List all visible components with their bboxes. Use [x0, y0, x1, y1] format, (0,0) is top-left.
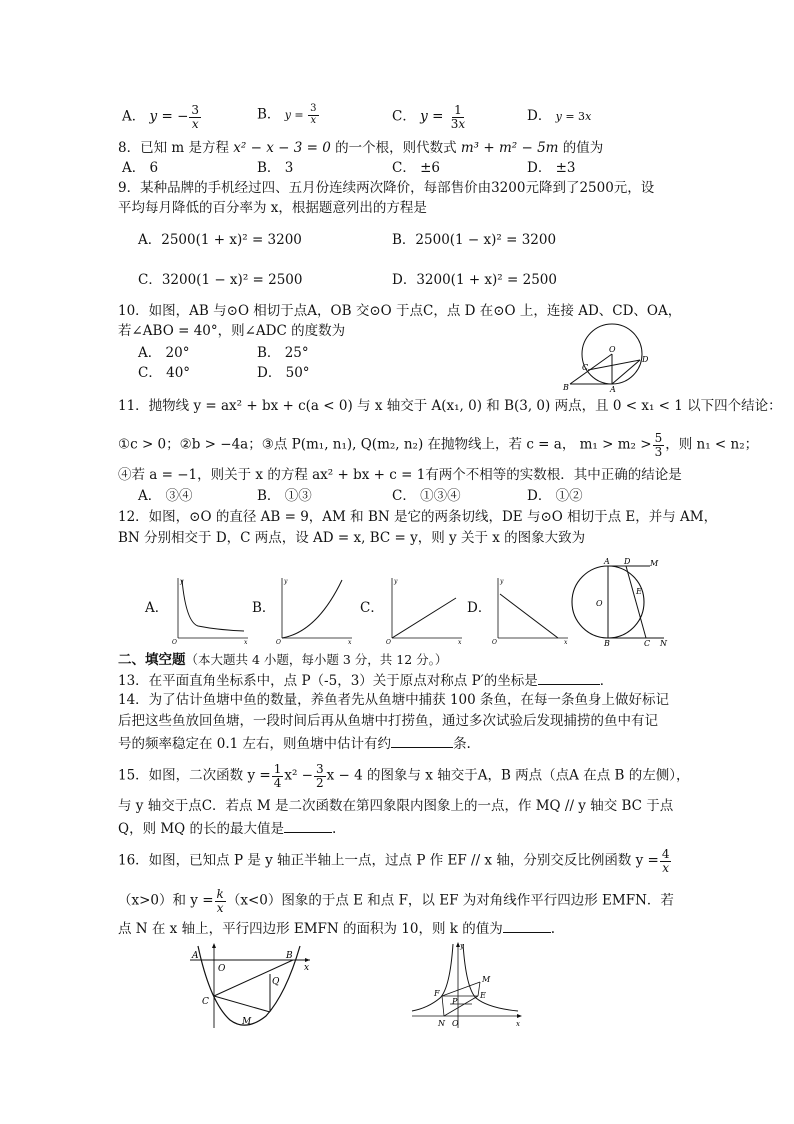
q14-line2: 后把这些鱼放回鱼塘，一段时间后再从鱼塘中打捞鱼，通过多次试验后发现捕捞的鱼中有记 — [118, 713, 658, 729]
q11-option-b: B． ①③ — [257, 488, 312, 504]
q16fig-o: O — [452, 1019, 459, 1028]
q15fig-b: B — [286, 951, 293, 961]
q10-label-c: C — [582, 363, 589, 372]
q16fig-p: P — [452, 997, 458, 1006]
q12b-x: x — [348, 639, 352, 644]
q10-circle-figure — [560, 318, 660, 394]
q12fig-m: M — [650, 559, 659, 568]
q16-line2: （x>0）和 y = $\frac{k}{x}$ （x<0）图象的于点 E 和点 F，以 EF 为对角线作平行四边形 EMFN．若 — [118, 887, 674, 915]
q15fig-m: M — [242, 1017, 252, 1027]
q10-option-b: B． 25° — [257, 345, 309, 361]
q15fig-c: C — [202, 997, 209, 1007]
q12fig-o: O — [596, 599, 603, 608]
q12fig-c: C — [644, 639, 651, 646]
q14-line1: 14．为了估计鱼塘中鱼的数量，养鱼者先从鱼塘中捕获 100 条鱼，在每一条鱼身上做好标记 — [118, 692, 670, 708]
q9-option-a: A．2500(1 + x)² = 3200 — [138, 232, 302, 248]
q15-line2: 与 y 轴交于点C．若点 M 是二次函数在第四象限内图象上的一点，作 MQ // y 轴交 BC 于点 — [118, 798, 674, 814]
q12c-x: x — [458, 639, 462, 644]
q10-line1: 10．如图，AB 与⊙O 相切于点A，OB 交⊙O 于点C，点 D 在⊙O 上，连接 AD、CD、OA， — [118, 303, 682, 319]
q12fig-e: E — [636, 587, 642, 596]
q16-line3: 点 N 在 x 轴上，平行四边形 EMFN 的面积为 10，则 k 的值为 . — [118, 921, 556, 937]
q12a-y: y — [180, 578, 184, 585]
q11-line2: ①c > 0；②b > −4a；③点 P(m₁, n₁), Q(m₂, n₂) 在抛物线上，若 c = a， m₁ > m₂ > $\frac{5}{3}$ ，则 n₁ < n₂； — [118, 431, 759, 459]
q8-option-a: A． 6 — [122, 160, 159, 176]
q11-option-c: C． ①③④ — [392, 488, 461, 504]
q11-option-a: A． ③④ — [138, 488, 193, 504]
q12a-o: O — [172, 639, 177, 644]
q12-line1: 12．如图，⊙O 的直径 AB = 9，AM 和 BN 是它的两条切线，DE 与⊙O 相切于点 E，并与 AM， — [118, 509, 718, 525]
q12d-x: x — [564, 639, 568, 644]
q12-option-d-label: D． — [467, 600, 492, 616]
q16-reciprocal-figure — [408, 938, 526, 1030]
q15-parabola-figure — [188, 940, 312, 1030]
q9-line1: 9．某种品牌的手机经过四、五月份连续两次降价，每部售价由3200元降到了2500元，设 — [118, 180, 655, 196]
q12c-o: O — [386, 639, 391, 644]
q15fig-x: x — [304, 963, 310, 973]
q10-option-d: D． 50° — [257, 365, 310, 381]
q11-line3: ④若 a = −1，则关于 x 的方程 ax² + bx + c = 1有两个不相等的实数根．其中正确的结论是 — [118, 467, 682, 483]
q12fig-a: A — [604, 557, 610, 566]
q12-option-b-label: B． — [252, 600, 276, 616]
q12-graph-a — [168, 574, 250, 644]
q10-option-c: C． 40° — [138, 365, 191, 381]
q12c-y: y — [394, 578, 398, 585]
q16fig-f: F — [434, 989, 440, 998]
q7-option-c: C． y = $\frac{1}{3x}$ — [392, 103, 466, 131]
q9-line2: 平均每月降低的百分率为 x，根据题意列出的方程是 — [118, 200, 427, 216]
q12fig-b: B — [604, 639, 610, 646]
q12-graph-d — [488, 574, 570, 644]
section2-heading: 二、填空题（本大题共 4 小题，每小题 3 分，共 12 分。） — [118, 652, 448, 668]
q12-option-c-label: C． — [360, 600, 384, 616]
q7-option-a: A． y = − $\frac{3}{x}$ — [122, 103, 200, 131]
q10-line2: 若∠ABO = 40°，则∠ADC 的度数为 — [118, 323, 346, 339]
q16fig-y: y — [460, 942, 464, 950]
q16fig-m: M — [482, 975, 491, 984]
q12-graph-c — [382, 574, 464, 644]
q11-line1: 11．抛物线 y = ax² + bx + c(a < 0) 与 x 轴交于 A(x₁, 0) 和 B(3, 0) 两点，且 0 < x₁ < 1 以下四个结论： — [118, 398, 782, 414]
q12fig-n: N — [660, 639, 667, 646]
q14-line3: 号的频率稳定在 0.1 左右，则鱼塘中估计有约 条. — [118, 736, 471, 752]
q15fig-q: Q — [272, 977, 280, 987]
q12-circle-figure — [566, 556, 678, 646]
q15fig-o: O — [218, 964, 226, 974]
q15fig-a: A — [192, 951, 199, 961]
q12-option-a-label: A． — [145, 600, 169, 616]
q11-option-d: D． ①② — [527, 488, 583, 504]
q10-label-b: B — [563, 383, 569, 392]
q12d-o: O — [492, 639, 497, 644]
q13: 13．在平面直角坐标系中，点 P（-5，3）关于原点对称点 P′的坐标是 ． — [118, 673, 614, 689]
q10-label-d: D — [642, 355, 649, 364]
q8-option-d: D． ±3 — [527, 160, 576, 176]
q7-option-d: D． y = 3x — [527, 108, 592, 124]
q12d-y: y — [500, 578, 504, 585]
q10-label-a: A — [610, 385, 616, 394]
q9-option-c: C．3200(1 − x)² = 2500 — [138, 272, 303, 288]
q16fig-e: E — [480, 991, 486, 1000]
q12a-x: x — [244, 639, 248, 644]
q12-line2: BN 分别相交于 D，C 两点，设 AD = x, BC = y，则 y 关于 x 的图象大致为 — [118, 530, 586, 546]
q12fig-d: D — [624, 557, 631, 566]
q8-stem: 8．已知 m 是方程 x² − x − 3 = 0 的一个根，则代数式 m³ + m² − 5m 的值为 — [118, 140, 604, 156]
q10-label-o: O — [609, 345, 616, 354]
q15-line3: Q，则 MQ 的长的最大值是 . — [118, 821, 337, 837]
q12-graph-b — [272, 574, 354, 644]
q15-line1: 15．如图，二次函数 y = $\frac{1}{4}$ x² − $\frac{3}{2}$ x − 4 的图象与 x 轴交于A，B 两点（点A 在点 B 的左侧）， — [118, 762, 690, 790]
q9-option-b: B．2500(1 − x)² = 3200 — [392, 232, 557, 248]
q9-option-d: D．3200(1 + x)² = 2500 — [392, 272, 557, 288]
q7-option-b: B． y = $\frac{3}{x}$ — [257, 103, 317, 126]
q12b-o: O — [276, 639, 281, 644]
q8-option-b: B． 3 — [257, 160, 294, 176]
q10-option-a: A． 20° — [138, 345, 190, 361]
q8-option-c: C． ±6 — [392, 160, 441, 176]
q12b-y: y — [284, 578, 288, 585]
q16-line1: 16．如图，已知点 P 是 y 轴正半轴上一点，过点 P 作 EF // x 轴，分别交反比例函数 y = $\frac{4}{x}$ — [118, 847, 670, 875]
q16fig-x: x — [516, 1020, 520, 1028]
q16fig-n: N — [438, 1019, 445, 1028]
